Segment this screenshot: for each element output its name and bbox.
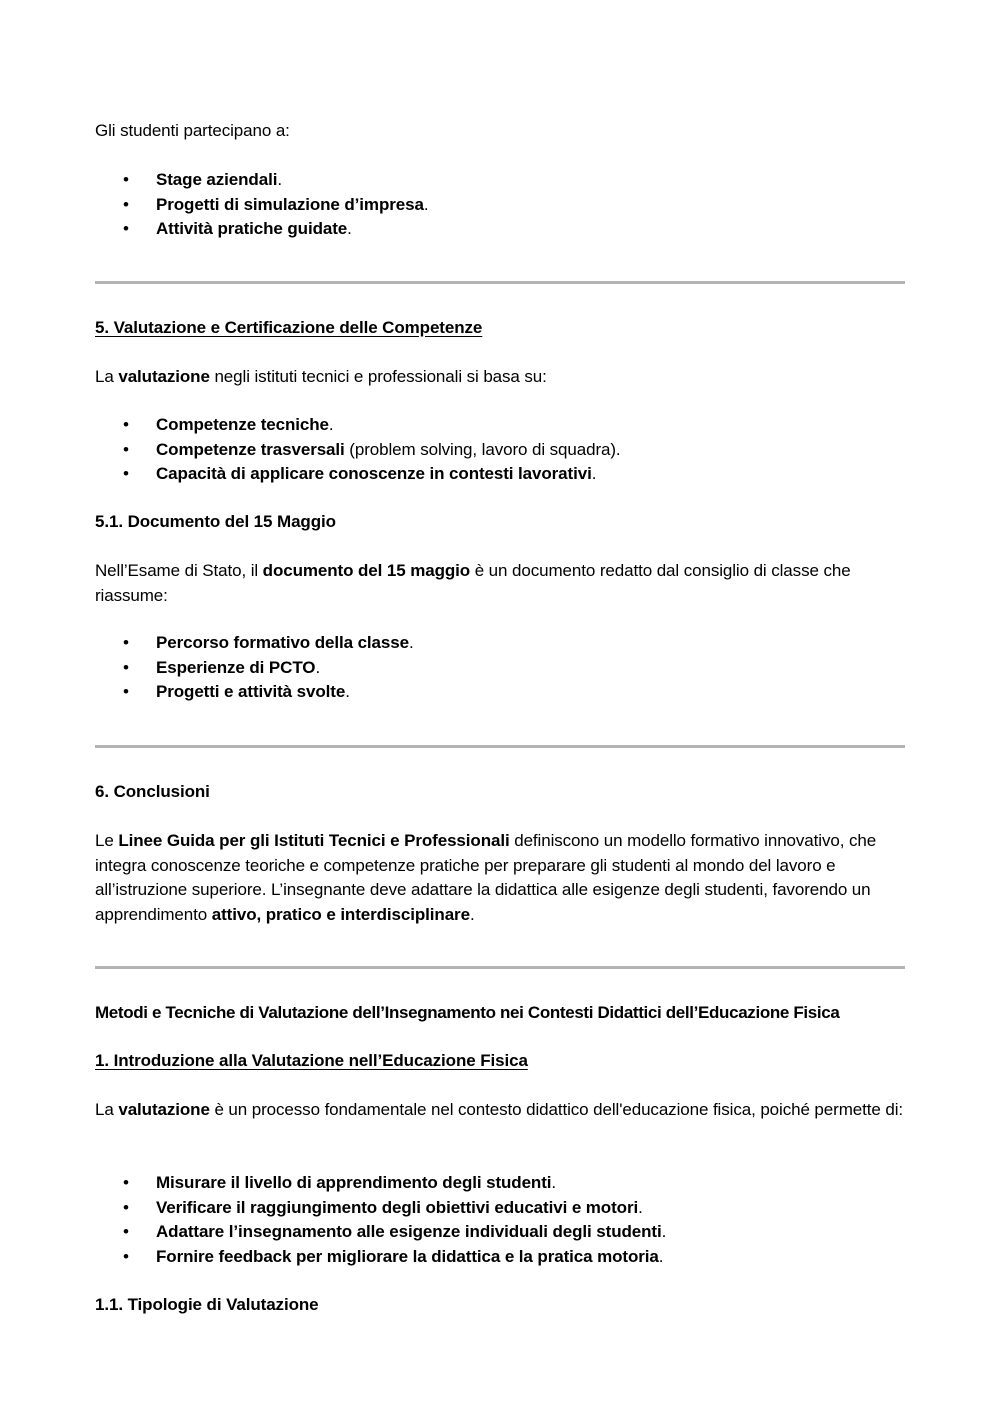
- list-item: [95, 1171, 905, 1196]
- paragraph: [95, 365, 905, 390]
- paragraph-text: Le: [95, 831, 119, 850]
- paragraph-text: Nell’Esame di Stato, il: [95, 561, 263, 580]
- paragraph: [95, 119, 905, 144]
- paragraph-text: Gli studenti partecipano a:: [95, 121, 290, 140]
- paragraph-text: è un documento redatto dal consiglio di classe che riassume:: [95, 561, 851, 605]
- list-item: [95, 438, 905, 463]
- list-item-bold: Misurare il livello di apprendimento degli studenti: [156, 1173, 552, 1192]
- paragraph: [95, 559, 905, 608]
- list-item-bold: Attività pratiche guidate: [156, 219, 348, 238]
- list-item-text: .: [277, 170, 282, 189]
- subsection-heading: 5.1. Documento del 15 Maggio: [95, 512, 336, 531]
- list-item: [95, 656, 905, 681]
- list-item-bold: Verificare il raggiungimento degli obiettivi educativi e motori: [156, 1197, 639, 1217]
- paragraph-text: La: [95, 367, 119, 386]
- list-item: [95, 680, 905, 705]
- list-item: [95, 168, 905, 193]
- list-item-bold: Competenze tecniche: [156, 415, 329, 434]
- list-item: [95, 217, 905, 242]
- list-item-text: .: [423, 194, 429, 214]
- list-item: [95, 631, 905, 656]
- paragraph-text: è un processo fondamentale nel contesto didattico dell'educazione fisica, poiché permette di:: [209, 1100, 903, 1119]
- bullet-list: [95, 168, 905, 242]
- list-item-text: .: [638, 1197, 643, 1217]
- subsection-heading: 1.1. Tipologie di Valutazione: [95, 1295, 319, 1314]
- paragraph: [95, 1098, 905, 1123]
- bullet-list: [95, 413, 905, 487]
- paragraph-bold: Linee Guida per gli Istituti Tecnici e Professionali: [118, 831, 510, 850]
- paragraph-bold: valutazione: [118, 1100, 210, 1119]
- list-item-bold: Fornire feedback per migliorare la didattica e la pratica motoria: [156, 1246, 659, 1266]
- paragraph-text: definiscono un modello formativo innovativo, che integra conoscenze teoriche e competenze pratiche per preparare gli studenti al mondo del lavoro e all’istruzione superiore. L’insegnante deve adattare la didattica alle esigenze degli studenti, favorendo un apprendimento: [95, 831, 877, 924]
- list-item-text: .: [347, 219, 352, 238]
- horizontal-rule: [95, 281, 905, 284]
- list-item-bold: Stage aziendali: [156, 170, 278, 189]
- bullet-list: [95, 1171, 905, 1269]
- document-title: Metodi e Tecniche di Valutazione dell’Insegnamento nei Contesti Didattici dell’Educazione Fisica: [95, 1003, 840, 1022]
- list-item-text: .: [658, 1246, 664, 1266]
- list-item-bold: Progetti e attività svolte: [156, 682, 346, 701]
- paragraph-text: .: [469, 904, 475, 924]
- list-item-bold: Progetti di simulazione d’impresa: [156, 194, 424, 214]
- horizontal-rule: [95, 966, 905, 969]
- list-item-text: .: [345, 682, 350, 701]
- list-item-text: .: [315, 657, 321, 677]
- list-item-bold: Adattare l’insegnamento alle esigenze individuali degli studenti: [156, 1222, 662, 1241]
- list-item: [95, 193, 905, 218]
- section-heading: 1. Introduzione alla Valutazione nell’Educazione Fisica: [95, 1051, 528, 1070]
- horizontal-rule: [95, 745, 905, 748]
- list-item-text: .: [408, 633, 414, 652]
- list-item-text: .: [591, 464, 597, 483]
- list-item-text: .: [661, 1222, 667, 1241]
- paragraph-text: negli istituti tecnici e professionali si basa su:: [209, 367, 547, 386]
- list-item-bold: Capacità di applicare conoscenze in contesti lavorativi: [156, 464, 592, 483]
- paragraph-text: La: [95, 1100, 119, 1119]
- paragraph: [95, 829, 905, 927]
- section-heading: 6. Conclusioni: [95, 782, 210, 801]
- list-item-text: .: [328, 415, 334, 434]
- paragraph-bold: attivo, pratico e interdisciplinare: [211, 904, 470, 924]
- list-item-bold: Competenze trasversali: [156, 439, 345, 459]
- bullet-list: [95, 631, 905, 705]
- list-item: [95, 413, 905, 438]
- paragraph-bold: valutazione: [118, 367, 210, 386]
- list-item-bold: Esperienze di PCTO: [156, 657, 316, 677]
- list-item-text: (problem solving, lavoro di squadra).: [344, 439, 621, 459]
- list-item-bold: Percorso formativo della classe: [156, 633, 409, 652]
- section-heading: 5. Valutazione e Certificazione delle Competenze: [95, 318, 483, 337]
- paragraph-bold: documento del 15 maggio: [262, 561, 471, 580]
- list-item: [95, 462, 905, 487]
- list-item: [95, 1220, 905, 1245]
- list-item-text: .: [551, 1173, 557, 1192]
- list-item: [95, 1196, 905, 1221]
- list-item: [95, 1245, 905, 1270]
